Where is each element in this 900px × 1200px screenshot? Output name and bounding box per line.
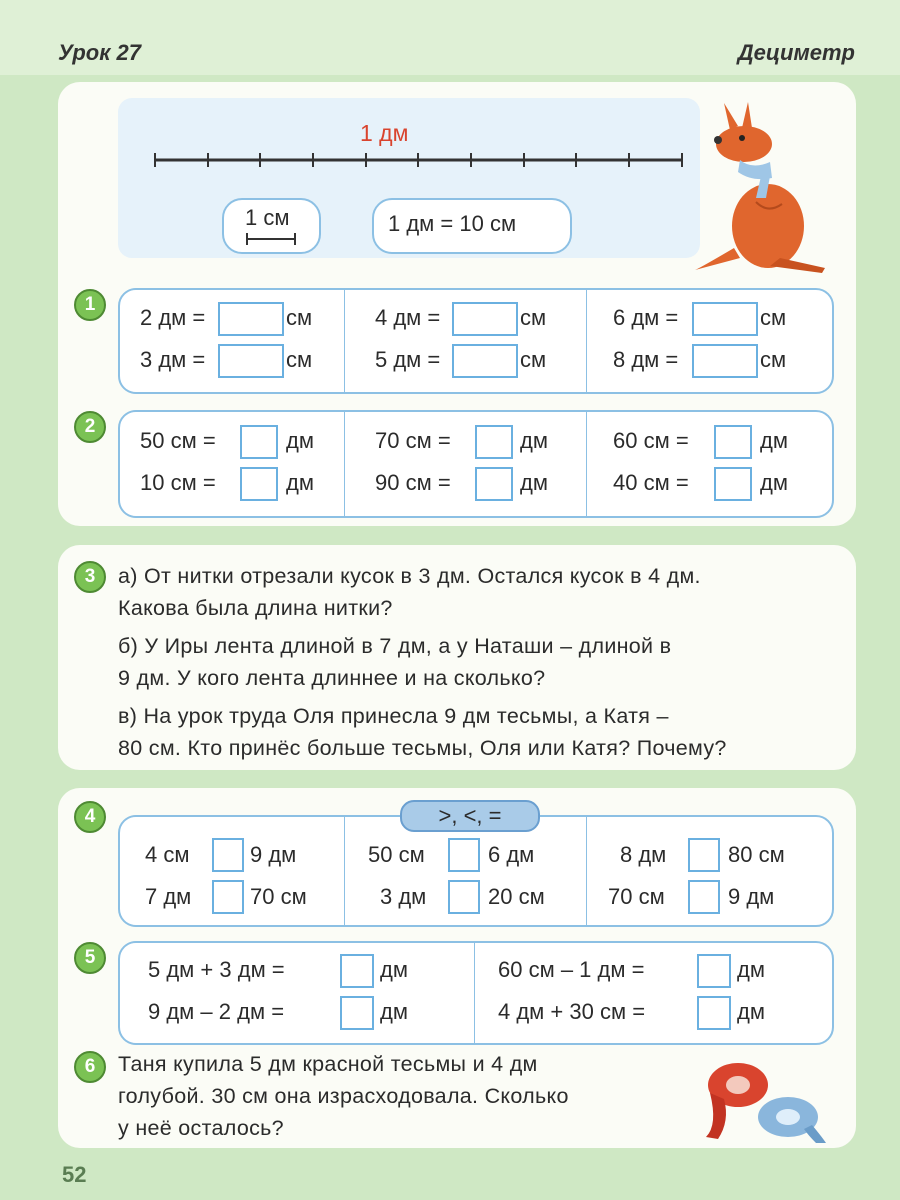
ex1-r1-c3: 6 дм = <box>613 305 679 330</box>
exercise-3-badge: 3 <box>74 561 106 593</box>
ex5-r1-c1-answer[interactable] <box>340 954 374 988</box>
ex2-r1-c3-unit: дм <box>760 428 788 453</box>
ex5-r2-c2-unit: дм <box>737 999 765 1024</box>
ex2-r1-c3-answer[interactable] <box>714 425 752 459</box>
ex1-r2-c3: 8 дм = <box>613 347 679 372</box>
ex3-line-5: в) На урок труда Оля принесла 9 дм тесьмы, а Катя – <box>118 704 669 728</box>
ex4-r2-c1-sign[interactable] <box>212 880 244 914</box>
exercise-6-badge: 6 <box>74 1051 106 1083</box>
kangaroo-illustration <box>690 98 830 273</box>
ex2-r1-c2-unit: дм <box>520 428 548 453</box>
ex5-r2-c2: 4 дм + 30 см = <box>498 999 646 1024</box>
ex1-r1-c1-answer[interactable] <box>218 302 284 336</box>
ex4-r2-c3-right: 9 дм <box>728 884 775 909</box>
ex1-r2-c1-answer[interactable] <box>218 344 284 378</box>
exercise-4-badge: 4 <box>74 801 106 833</box>
ex4-r1-c2-sign[interactable] <box>448 838 480 872</box>
ex4-r1-c1-right: 9 дм <box>250 842 297 867</box>
ex2-r2-c2-unit: дм <box>520 470 548 495</box>
ex2-r2-c1-unit: дм <box>286 470 314 495</box>
ex3-line-4: 9 дм. У кого лента длиннее и на сколько? <box>118 666 546 690</box>
equality-text: 1 дм = 10 см <box>388 211 517 236</box>
ex1-r1-c3-unit: см <box>760 305 787 330</box>
comparison-signs-label: >, <, = <box>400 800 540 832</box>
ex1-r2-c1: 3 дм = <box>140 347 206 372</box>
ex4-r2-c2-sign[interactable] <box>448 880 480 914</box>
exercise-1-badge: 1 <box>74 289 106 321</box>
ex2-r2-c3-unit: дм <box>760 470 788 495</box>
ex1-r1-c2-unit: см <box>520 305 547 330</box>
exercise-5-badge: 5 <box>74 942 106 974</box>
ruler-icon <box>150 148 690 172</box>
ex4-r1-c1-left: 4 см <box>145 842 190 867</box>
ex1-r1-c2-answer[interactable] <box>452 302 518 336</box>
ex4-r2-c3-sign[interactable] <box>688 880 720 914</box>
ex5-r1-c2-answer[interactable] <box>697 954 731 988</box>
ex4-r2-c1-left: 7 дм <box>145 884 192 909</box>
ribbon-rolls-illustration <box>688 1045 828 1145</box>
ex5-r2-c1: 9 дм – 2 дм = <box>148 999 285 1024</box>
ex1-r2-c3-answer[interactable] <box>692 344 758 378</box>
topic-title: Дециметр <box>737 40 855 65</box>
ex4-r1-c1-sign[interactable] <box>212 838 244 872</box>
ex5-r1-c1: 5 дм + 3 дм = <box>148 957 285 982</box>
ex1-r1-c1-unit: см <box>286 305 313 330</box>
ex2-r2-c3-answer[interactable] <box>714 467 752 501</box>
ex3-line-1: а) От нитки отрезали кусок в 3 дм. Остался кусок в 4 дм. <box>118 564 701 588</box>
centimeter-segment-icon <box>245 232 297 246</box>
ex4-r2-c1-right: 70 см <box>250 884 307 909</box>
ex1-r2-c2: 5 дм = <box>375 347 441 372</box>
ex1-r1-c3-answer[interactable] <box>692 302 758 336</box>
ex1-r2-c1-unit: см <box>286 347 313 372</box>
ex5-r2-c1-answer[interactable] <box>340 996 374 1030</box>
ex2-r1-c2-answer[interactable] <box>475 425 513 459</box>
ruler-label: 1 дм <box>360 120 409 146</box>
exercise-3-text <box>118 560 727 764</box>
ex1-r2-c3-unit: см <box>760 347 787 372</box>
ex2-r2-c2-answer[interactable] <box>475 467 513 501</box>
ex5-r1-c2: 60 см – 1 дм = <box>498 957 645 982</box>
ex4-r2-c3-left: 70 см <box>608 884 665 909</box>
ex1-r1-c2: 4 дм = <box>375 305 441 330</box>
ex4-r1-c2-right: 6 дм <box>488 842 535 867</box>
ex2-r1-c1: 50 см = <box>140 428 216 453</box>
page-number: 52 <box>62 1162 87 1187</box>
ex3-line-2: Какова была длина нитки? <box>118 596 393 620</box>
ex5-r1-c2-unit: дм <box>737 957 765 982</box>
ex2-r1-c2: 70 см = <box>375 428 451 453</box>
ex4-r2-c2-left: 3 дм <box>380 884 427 909</box>
ex1-r2-c2-answer[interactable] <box>452 344 518 378</box>
ex4-r1-c2-left: 50 см <box>368 842 425 867</box>
ex2-r2-c1: 10 см = <box>140 470 216 495</box>
lesson-title: Урок 27 <box>58 40 141 65</box>
ex6-line-3: у неё осталось? <box>118 1116 284 1140</box>
ex6-line-2: голубой. 30 см она израсходовала. Сколько <box>118 1084 569 1108</box>
ex2-r2-c2: 90 см = <box>375 470 451 495</box>
ex2-r1-c1-answer[interactable] <box>240 425 278 459</box>
ex1-r1-c1: 2 дм = <box>140 305 206 330</box>
ex5-r2-c2-answer[interactable] <box>697 996 731 1030</box>
cm-card-label: 1 см <box>245 205 290 230</box>
ex5-r2-c1-unit: дм <box>380 999 408 1024</box>
ex4-r1-c3-right: 80 см <box>728 842 785 867</box>
ex2-r2-c1-answer[interactable] <box>240 467 278 501</box>
ex2-r2-c3: 40 см = <box>613 470 689 495</box>
exercise-2-badge: 2 <box>74 411 106 443</box>
ex1-r2-c2-unit: см <box>520 347 547 372</box>
ex6-line-1: Таня купила 5 дм красной тесьмы и 4 дм <box>118 1052 538 1076</box>
ex3-line-3: б) У Иры лента длиной в 7 дм, а у Наташи – длиной в <box>118 634 672 658</box>
ex3-line-6: 80 см. Кто принёс больше тесьмы, Оля или Катя? Почему? <box>118 736 727 760</box>
ex5-r1-c1-unit: дм <box>380 957 408 982</box>
ex4-r1-c3-sign[interactable] <box>688 838 720 872</box>
ex4-r2-c2-right: 20 см <box>488 884 545 909</box>
exercise-6-text <box>118 1048 569 1144</box>
ex2-r1-c1-unit: дм <box>286 428 314 453</box>
ex4-r1-c3-left: 8 дм <box>620 842 667 867</box>
ex2-r1-c3: 60 см = <box>613 428 689 453</box>
